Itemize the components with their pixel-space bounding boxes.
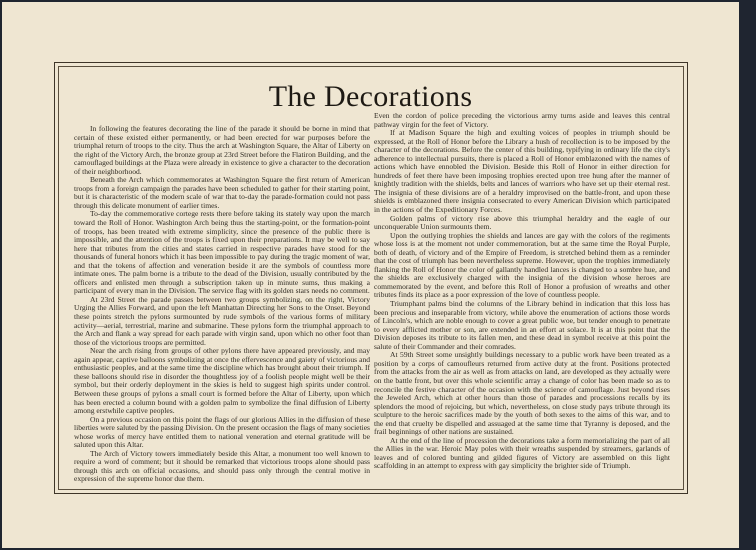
paragraph: Golden palms of victory rise above this triumphal heraldry and the eagle of our unconquerable Union surmounts them. bbox=[374, 213, 670, 232]
page-sheet bbox=[2, 2, 739, 548]
paragraph: On a previous occasion on this point the flags of our glorious Allies in the diffusion of these liberties were saluted by the passing Division. On the present occasion the flags of many societies whose works of mercy have entitled them to national veneration and eternal gratitude will be saluted upon this Altar. bbox=[74, 414, 370, 450]
paragraph: Beneath the Arch which commemorates at Washington Square the first return of American troops from a foreign campaign the parades have been scheduled to gather for their starting point, but it is characteristic of the modern scale of war that to-day the parade-formation could not pass through this delicate monument of earlier times. bbox=[74, 175, 370, 210]
paragraph: At 23rd Street the parade passes between two groups symbolizing, on the right, Victory Urging the Allies Forward, and upon the left Manhattan Directing her Sons to the Onset. Beyond these points stretch the pylons surmounted by rude symbols of the various forms of military activity—aerial, terrestrial, marine and submarine. These pylons form the triumphal approach to the Arch and flank a way spread for each parade with virgin sand, upon which no other foot than those of the victorious troops are permitted. bbox=[74, 294, 370, 347]
right-column bbox=[374, 112, 670, 471]
page-title: The Decorations bbox=[268, 80, 473, 113]
paragraph: Near the arch rising from groups of other pylons there have appeared previously, and may again appear, captive balloons symbolizing at once the effervescence and gaiety of victorious and enthusiastic peoples, and at the same time the discipline which has brought about their triumph. If these balloons should rise in disorder the thoughtless joy of a foolish people might well be their symbol, but their orderly deployment in the skies is held to suggest high spirits under control. Between these groups of pylons a small court is formed before the Altar of Liberty, upon which has been erected a column bound with a golden palm to symbolize the final diffusion of Liberty among erstwhile captive peoples. bbox=[74, 346, 370, 416]
paragraph: At 59th Street some unsightly buildings necessary to a public work have been treated as a position by a corps of camoufleurs returned from active duty at the front. Positions protected from the attacks from the air as well as from attacks on land, are developed as they actually were on the battle front, but over this whole scientific array a change of color has been made so as to reconcile the festive character of the occasion with the science of camouflage. Just beyond rises the Jeweled Arch, which at other hours than those of parades and processions recalls by its splendors the mood of rejoicing, but which, nevertheless, on close study pays tribute through its sculpture to the heroic sacrifices made by the youth of both sexes to the aims of this war, and to the end that cruelty be dispelled and assuaged at the same time that Tyranny is deposed, and the frail beginnings of other nations are sustained. bbox=[374, 350, 670, 437]
paragraph: Triumphant palms bind the columns of the Library behind in indication that this loss has been precious and inseparable from victory, while above the enumeration of actions those words of Lincoln's, which are noble enough to cover a great public woe, but tender enough to penetrate to every afflicted mother or son, are extended in an effort at solace. It is at this point that the Division deposes its tribute to its fallen men, and these dead in symbol receive at this point the salute of their Commander and their comrades. bbox=[374, 299, 670, 351]
paragraph: If at Madison Square the high and exulting voices of peoples in triumph should be expressed, at the Roll of Honor before the Library a hush of recollection is to be imposed by the character of the decorations. Before the center of this building, typifying in ordinary life the city's adherence to intellectual pursuits, there is placed a Roll of Honor emblazoned with the names of actions which have ennobled the Division. Beside this Roll of Honor in either direction for hundreds of feet there have been imposing trophies erected upon tree hung after the manner of knightly tradition with the shields, belts and lances of warriors who have set up their eternal rest. The insignia of these divisions are of a heraldry improvised on the battle-front, and upon these shields is emblazoned there insignia consecrated to every American Division which participated in the actions of the Expeditionary Forces. bbox=[374, 128, 670, 215]
dark-edge bbox=[739, 0, 756, 550]
paragraph: The Arch of Victory towers immediately beside this Altar, a monument too well known to require a word of comment; but it should be remarked that victorious troops alone should pass through this arch on official occasions, and should pass only through the central motive in expression of the supreme honor due them. bbox=[74, 448, 370, 484]
left-column bbox=[74, 125, 370, 484]
paragraph: In following the features decorating the line of the parade it should be borne in mind that certain of these existed either permanently, or had been erected for war purposes before the triumphal return of troops to the city. Thus the arch at Washington Square, the Altar of Liberty on the right of the Victory Arch, the bronze group at 23rd Street before the Flatiron Building, and the camouflaged buildings at the Plaza were already in existence to give a character to the decoration of their neighborhood. bbox=[74, 124, 370, 176]
paragraph: At the end of the line of procession the decorations take a form memorializing the part of all the Allies in the war. Heroic May poles with their wreaths suspended by streamers, garlands of leaves and of colored bunting and gilded figures of Victory are assembled on this light scaffolding in an attempt to express with gay simplicity the brighter side of Triumph. bbox=[374, 435, 670, 471]
paragraph: Even the cordon of police preceding the victorious army turns aside and leaves this central pathway virgin for the feet of Victory. bbox=[374, 111, 670, 129]
paragraph: Upon the outlying trophies the shields and lances are gay with the colors of the regiments whose loss is at the moment not under commemoration, but at the same time the Royal Purple, both of death, of victory and of the Empire of Freedom, is stretched behind them as a reminder that the cost of triumph has been nevertheless supreme. However, upon the trophies immediately flanking the Roll of Honor the color of gallantly handled lances is changed to a sombre hue, and the shields are exclusively charged with the insignia of the division whose heroes are commemorated by the event, and before this Roll of Honor a profusion of wreaths and other tributes finds its place as a poor expression of the love of countless people. bbox=[374, 230, 670, 300]
paragraph: To-day the commemorative cortege rests there before taking its stately way upon the march toward the Roll of Honor. Washington Arch being thus the starting-point, or the formation-point of troops, has been treated with extreme simplicity, since the presence of the public there is impossible, and the attention of the troops is fixed upon their preparations. It may be well to say here that tributes from the cities and states carried in respective parades have stood for the thousands of funeral honors which it has been impossible to pay during the tragic moment of war, and that the tokens of affection and veneration beside it are the symbols of countless more intimate ones. The palm borne is a tribute to the dead of the Division, usually contributed by the officers and enlisted men through a subscription taken up in minute sums, thus making a participant of every man in the Division. The service flag with its golden stars needs no comment. bbox=[74, 209, 370, 296]
